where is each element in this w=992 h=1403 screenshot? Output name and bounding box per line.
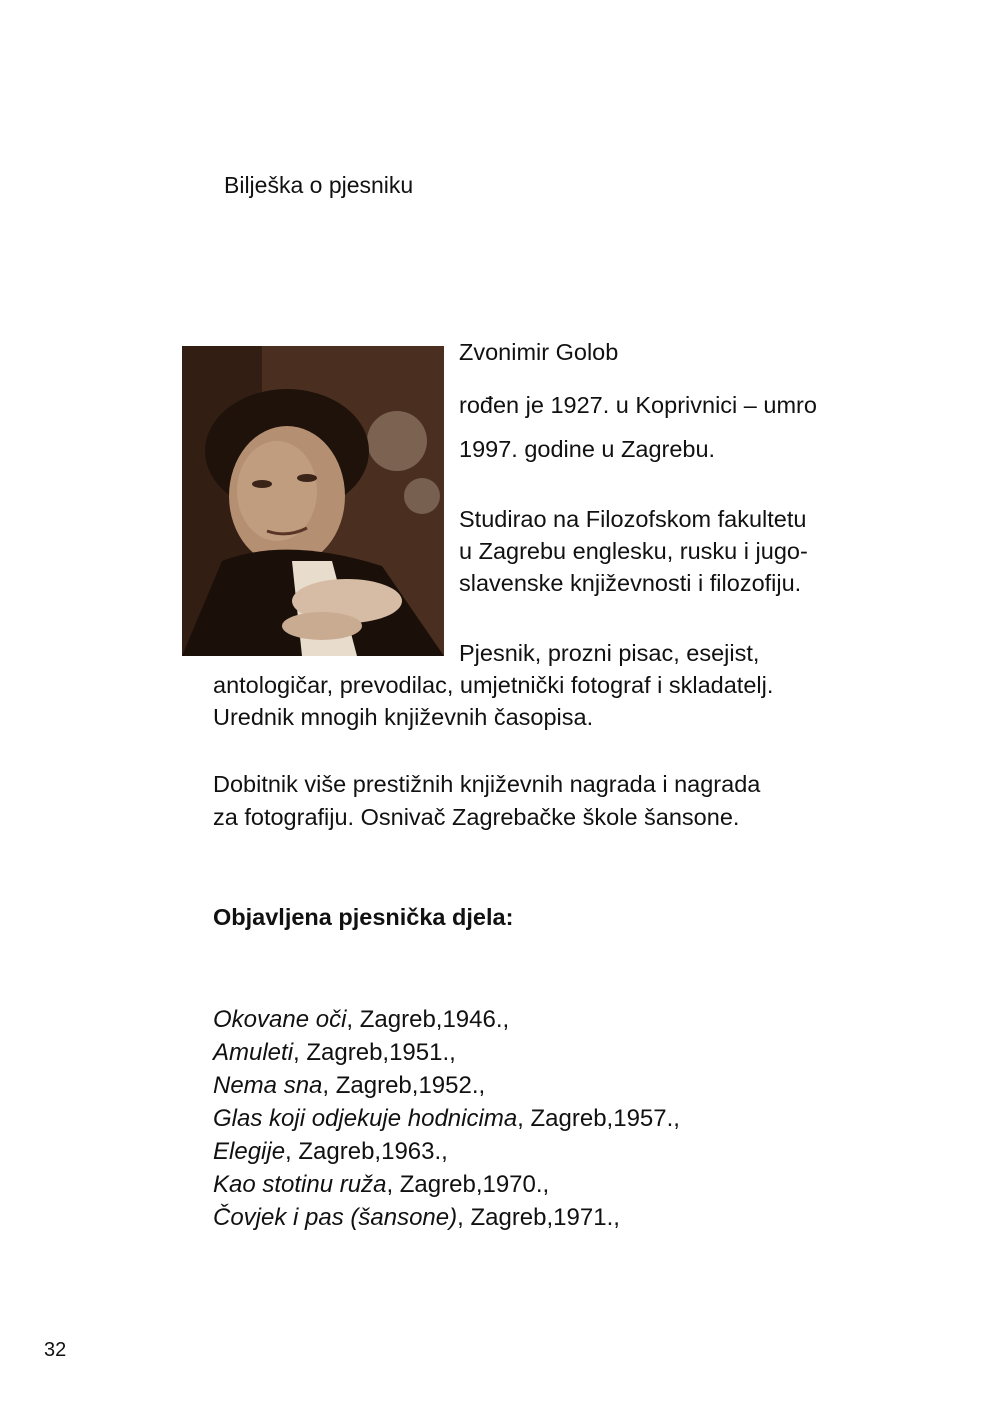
studies-line: slavenske književnosti i filozofiju.	[459, 570, 802, 596]
professions-line: antologičar, prevodilac, umjetnički fotograf i skladatelj.	[213, 672, 774, 698]
works-item	[213, 1069, 680, 1102]
awards-line: Dobitnik više prestižnih književnih nagrada i nagrada	[213, 771, 761, 797]
work-details: , Zagreb,1952.,	[322, 1072, 486, 1099]
professions-line: Urednik mnogih književnih časopisa.	[213, 704, 594, 730]
work-title: Elegije	[213, 1138, 286, 1165]
work-title: Glas koji odjekuje hodnicima	[213, 1105, 518, 1132]
work-details: , Zagreb,1970.,	[386, 1171, 550, 1198]
awards-line: za fotografiju. Osnivač Zagrebačke škole šansone.	[213, 804, 740, 830]
bio-line-1: rođen je 1927. u Koprivnici – umro	[459, 392, 817, 418]
works-item	[213, 1003, 680, 1036]
work-title: Okovane oči	[213, 1006, 347, 1033]
page-heading: Bilješka o pjesniku	[224, 172, 414, 198]
work-title: Kao stotinu ruža	[213, 1171, 387, 1198]
studies-line: u Zagrebu englesku, rusku i jugo-	[459, 538, 808, 564]
poet-portrait	[182, 346, 444, 656]
work-details: , Zagreb,1963.,	[285, 1138, 448, 1165]
works-item	[213, 1102, 680, 1135]
work-details: , Zagreb,1971.,	[457, 1204, 620, 1231]
work-title: Amuleti	[213, 1039, 294, 1066]
works-item	[213, 1201, 680, 1234]
work-title: Nema sna	[213, 1072, 323, 1099]
work-details: , Zagreb,1957.,	[517, 1105, 680, 1132]
works-heading: Objavljena pjesnička djela:	[213, 904, 514, 930]
professions-line: Pjesnik, prozni pisac, esejist,	[459, 640, 760, 666]
works-item	[213, 1168, 680, 1201]
works-item	[213, 1036, 680, 1069]
works-list	[213, 1003, 680, 1234]
poet-name: Zvonimir Golob	[459, 339, 619, 365]
studies-line: Studirao na Filozofskom fakultetu	[459, 506, 807, 532]
work-title: Čovjek i pas (šansone)	[213, 1204, 458, 1231]
work-details: , Zagreb,1946.,	[346, 1006, 510, 1033]
works-item	[213, 1135, 680, 1168]
work-details: , Zagreb,1951.,	[293, 1039, 456, 1066]
page-number: 32	[44, 1339, 67, 1361]
bio-line-2: 1997. godine u Zagrebu.	[459, 436, 716, 462]
